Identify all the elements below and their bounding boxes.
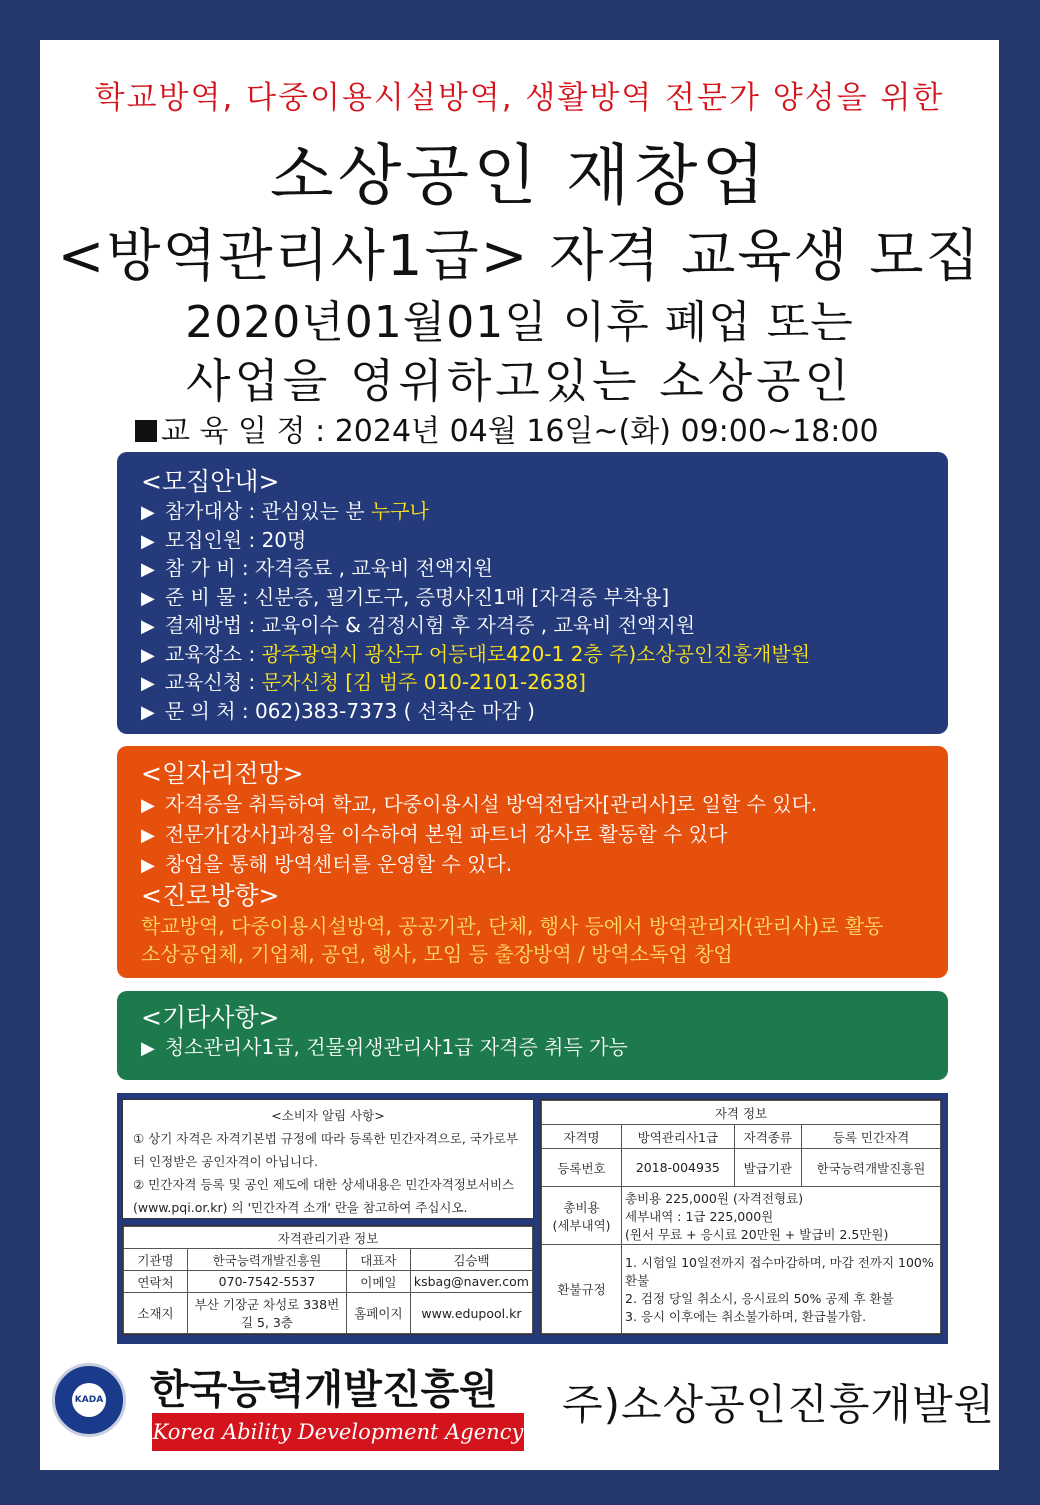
career-line: 소상공업체, 기업체, 공연, 행사, 모임 등 출장방역 / 방역소독업 창업 [141,942,733,966]
cell: 대표자 [346,1249,410,1271]
jobs-heading: <일자리전망> [141,759,304,788]
agency-title: 자격관리기관 정보 [124,1227,533,1249]
cell: 등록 민간자격 [801,1125,940,1149]
cell: 070-7542-5537 [188,1271,347,1293]
notice-para-2: ② 민간자격 등록 및 공인 제도에 대한 상세내용은 민간자격정보서비스(www.pqi.or.kr) 의 '민간자격 소개' 란을 참고하여 주십시오. [133,1177,515,1215]
cert-table [540,1099,942,1335]
cell: 홈페이지 [346,1293,410,1334]
item-label: 모집인원 [164,527,243,552]
org-name-en: Korea Ability Development Agency [152,1413,524,1451]
arrow-icon: ▶ [141,587,155,609]
course-title: <방역관리사1급> 자격 교육생 모집 [57,224,982,289]
cell: 2018-004935 [622,1149,735,1187]
info-area [117,1093,948,1344]
item-highlight: 누구나 [370,499,429,523]
cert-title: 자격 정보 [542,1101,941,1125]
item-label: 참 가 비 [164,556,236,580]
arrow-icon: ▶ [141,673,155,694]
arrow-icon: ▶ [141,530,155,552]
target-line-2: 사업을 영위하고있는 소상공인 [186,354,853,408]
cell: 한국능력개발진흥원 [188,1249,347,1271]
recruit-item: ▶ 참가대상 : 관심있는 분 누구나 [141,498,948,527]
arrow-icon: ▶ [141,616,155,637]
item-value: 20명 [261,527,307,552]
subtitle: 학교방역, 다중이용시설방역, 생활방역 전문가 양성을 위한 [94,80,945,116]
etc-box [117,991,948,1080]
career-line: 학교방역, 다중이용시설방역, 공공기관, 단체, 행사 등에서 방역관리자(관리사)로 활동 [141,914,884,938]
notice-title: <소비자 알림 사항> [271,1108,385,1123]
item-value: 관심있는 분 [261,499,371,523]
item-value: 신분증, 필기도구, 증명사진1매 [자격증 부착용] [254,584,670,609]
arrow-icon: ▶ [141,644,155,666]
recruit-item: ▶ 결제방법 : 교육이수 & 검정시험 후 자격증 , 교육비 전액지원 [141,612,948,641]
main-title: 소상공인 재창업 [269,137,770,214]
schedule-label: 교 육 일 정 [161,414,306,449]
recruit-item: ▶ 교육신청 : 문자신청 [김 범주 010-2101-2638] [141,669,948,698]
refund-label: 환불규정 [542,1245,622,1334]
jobs-item: ▶ 전문가[강사]과정을 이수하여 본원 파트너 강사로 활동할 수 있다 [141,820,948,850]
refund-detail: 1. 시험일 10일전까지 접수마감하며, 마감 전까지 100%환불 2. 검정 당일 취소시, 응시료의 50% 공제 후 환불 3. 응시 이후에는 취소불가하며, 환급불가함. [622,1245,941,1334]
cell: www.edupool.kr [410,1293,532,1334]
cell: 부산 기장군 차성로 338번길 5, 3층 [188,1293,347,1334]
arrow-icon: ▶ [141,795,155,816]
recruit-item: ▶ 교육장소 : 광주광역시 광산구 어등대로420-1 2층 주)소상공인진흥개발원 [141,641,948,670]
item-value: 교육이수 & 검정시험 후 자격증 , 교육비 전액지원 [261,613,696,637]
cell: 방역관리사1급 [622,1125,735,1149]
item-label: 결제방법 [164,613,243,637]
etc-heading: <기타사항> [141,1003,280,1032]
cell: 김승백 [410,1249,532,1271]
career-heading: <진로방향> [141,881,280,910]
item-value: 자격증료 , 교육비 전액지원 [254,556,493,580]
poster [40,40,999,1470]
item-value: 062)383-7373 ( 선착순 마감 ) [254,698,535,723]
consumer-notice [122,1099,534,1219]
notice-para-1: ① 상기 자격은 자격기본법 규정에 따라 등록한 민간자격으로, 국가로부터 인정받은 공인자격이 아닙니다. [133,1131,519,1169]
cell: 소재지 [124,1293,188,1334]
cell: 한국능력개발진흥원 [801,1149,940,1187]
cell: 이메일 [346,1271,410,1293]
cell: 연락처 [124,1271,188,1293]
item-label: 문 의 처 [164,698,236,723]
cell: 발급기관 [734,1149,801,1187]
kada-logo [52,1363,126,1437]
cell: 등록번호 [542,1149,622,1187]
item-label: 교육신청 [164,670,243,694]
jobs-item: ▶ 창업을 통해 방역센터를 운영할 수 있다. [141,850,948,880]
cell: 자격명 [542,1125,622,1149]
recruit-item: ▶ 문 의 처 : 062)383-7373 ( 선착순 마감 ) [141,698,948,727]
arrow-icon: ▶ [141,1038,155,1059]
cost-detail: 총비용 225,000원 (자격전형료) 세부내역 : 1급 225,000원 (원서 무료 + 응시료 20만원 + 발급비 2.5만원) [622,1187,941,1245]
recruit-box [117,452,948,734]
recruit-item: ▶ 참 가 비 : 자격증료 , 교육비 전액지원 [141,555,948,584]
cell: ksbag@naver.com [410,1271,532,1293]
schedule [135,406,879,450]
org-name-ko: 한국능력개발진흥원 [150,1367,498,1413]
item-label: 참가대상 [164,499,243,523]
recruit-heading: <모집안내> [141,467,280,496]
recruit-item: ▶ 모집인원 : 20명 [141,527,948,556]
arrow-icon: ▶ [141,701,155,723]
item-label: 준 비 물 [164,584,236,609]
arrow-icon: ▶ [141,825,155,846]
jobs-box [117,746,948,978]
cell: 기관명 [124,1249,188,1271]
arrow-icon: ▶ [141,855,155,876]
cost-label: 총비용 (세부내역) [542,1187,622,1245]
agency-table [122,1225,534,1335]
logo-text: KADA [72,1383,106,1417]
item-label: 교육장소 [164,641,243,666]
org2-name: 주)소상공인진흥개발원 [562,1380,996,1429]
jobs-item: ▶ 자격증을 취득하여 학교, 다중이용시설 방역전담자[관리사]로 일할 수 있다. [141,790,948,820]
etc-item: ▶ 청소관리사1급, 건물위생관리사1급 자격증 취득 가능 [141,1034,948,1063]
cell: 자격종류 [734,1125,801,1149]
square-bullet-icon [135,420,157,442]
schedule-value: : 2024년 04월 16일~(화) 09:00~18:00 [305,414,879,449]
target-line-1: 2020년01월01일 이후 폐업 또는 [185,297,854,348]
arrow-icon: ▶ [141,559,155,580]
arrow-icon: ▶ [141,502,155,523]
item-highlight: 광주광역시 광산구 어등대로420-1 2층 주)소상공인진흥개발원 [261,641,811,666]
recruit-item: ▶ 준 비 물 : 신분증, 필기도구, 증명사진1매 [자격증 부착용] [141,584,948,613]
item-highlight: 문자신청 [김 범주 010-2101-2638] [261,670,586,694]
